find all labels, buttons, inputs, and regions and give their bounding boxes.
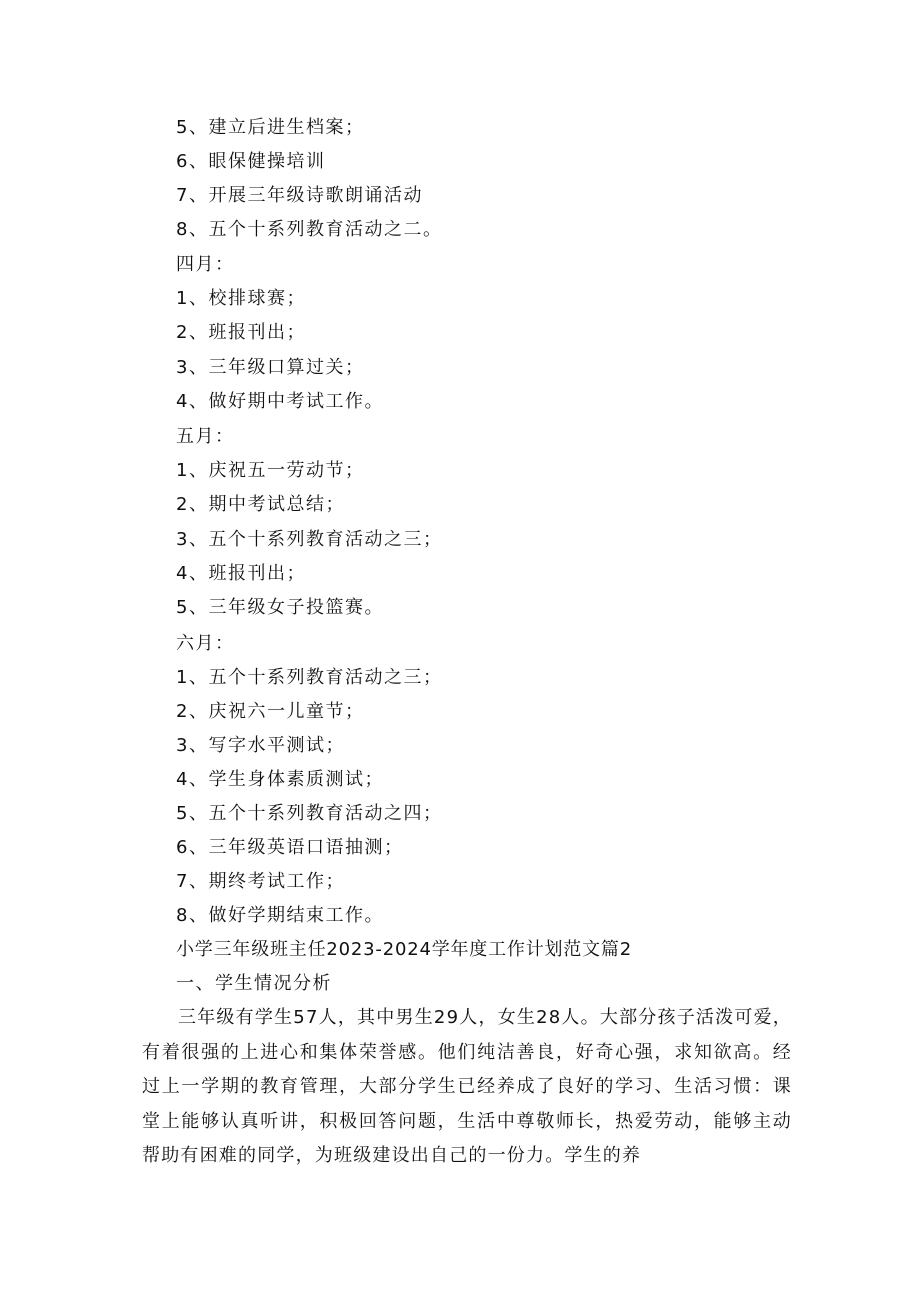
list-item: 5、建立后进生档案； (176, 117, 365, 138)
list-item: 3、五个十系列教育活动之三； (176, 529, 443, 550)
list-item: 3、写字水平测试； (176, 735, 345, 756)
list-item: 2、班报刊出； (176, 322, 306, 343)
list-item: 2、庆祝六一儿童节； (176, 701, 365, 722)
section-subheading: 一、学生情况分析 (176, 973, 332, 994)
list-item: 7、开展三年级诗歌朗诵活动 (176, 185, 423, 206)
list-item: 6、眼保健操培训 (176, 151, 326, 172)
list-item: 4、班报刊出； (176, 563, 306, 584)
list-item: 1、庆祝五一劳动节； (176, 460, 365, 481)
list-item: 7、期终考试工作； (176, 871, 345, 892)
list-item: 1、五个十系列教育活动之三； (176, 667, 443, 688)
list-item: 3、三年级口算过关； (176, 357, 365, 378)
section-title: 小学三年级班主任2023-2024学年度工作计划范文篇2 (176, 939, 632, 960)
list-item: 8、做好学期结束工作。 (176, 905, 384, 926)
list-item: 8、五个十系列教育活动之二。 (176, 219, 443, 240)
list-item: 4、学生身体素质测试； (176, 769, 384, 790)
month-heading-june: 六月： (176, 633, 235, 654)
month-heading-may: 五月： (176, 426, 235, 447)
list-item: 5、三年级女子投篮赛。 (176, 597, 384, 618)
list-item: 4、做好期中考试工作。 (176, 391, 384, 412)
body-paragraph: 三年级有学生57人，其中男生29人，女生28人。大部分孩子活泼可爱，有着很强的上进心和集体荣誉感。他们纯洁善良，好奇心强，求知欲高。经过上一学期的教育管理，大部分学生已经养成了良好的学习、生活习惯：课堂上能够认真听讲，积极回答问题，生活中尊敬师长，热爱劳动，能够主动帮助有困难的同学，为班级建设出自己的一份力。学生的养 (142, 1007, 792, 1166)
list-item: 5、五个十系列教育活动之四； (176, 803, 443, 824)
list-item: 2、期中考试总结； (176, 494, 345, 515)
list-item: 6、三年级英语口语抽测； (176, 837, 404, 858)
list-item: 1、校排球赛； (176, 288, 306, 309)
month-heading-april: 四月： (176, 254, 235, 275)
